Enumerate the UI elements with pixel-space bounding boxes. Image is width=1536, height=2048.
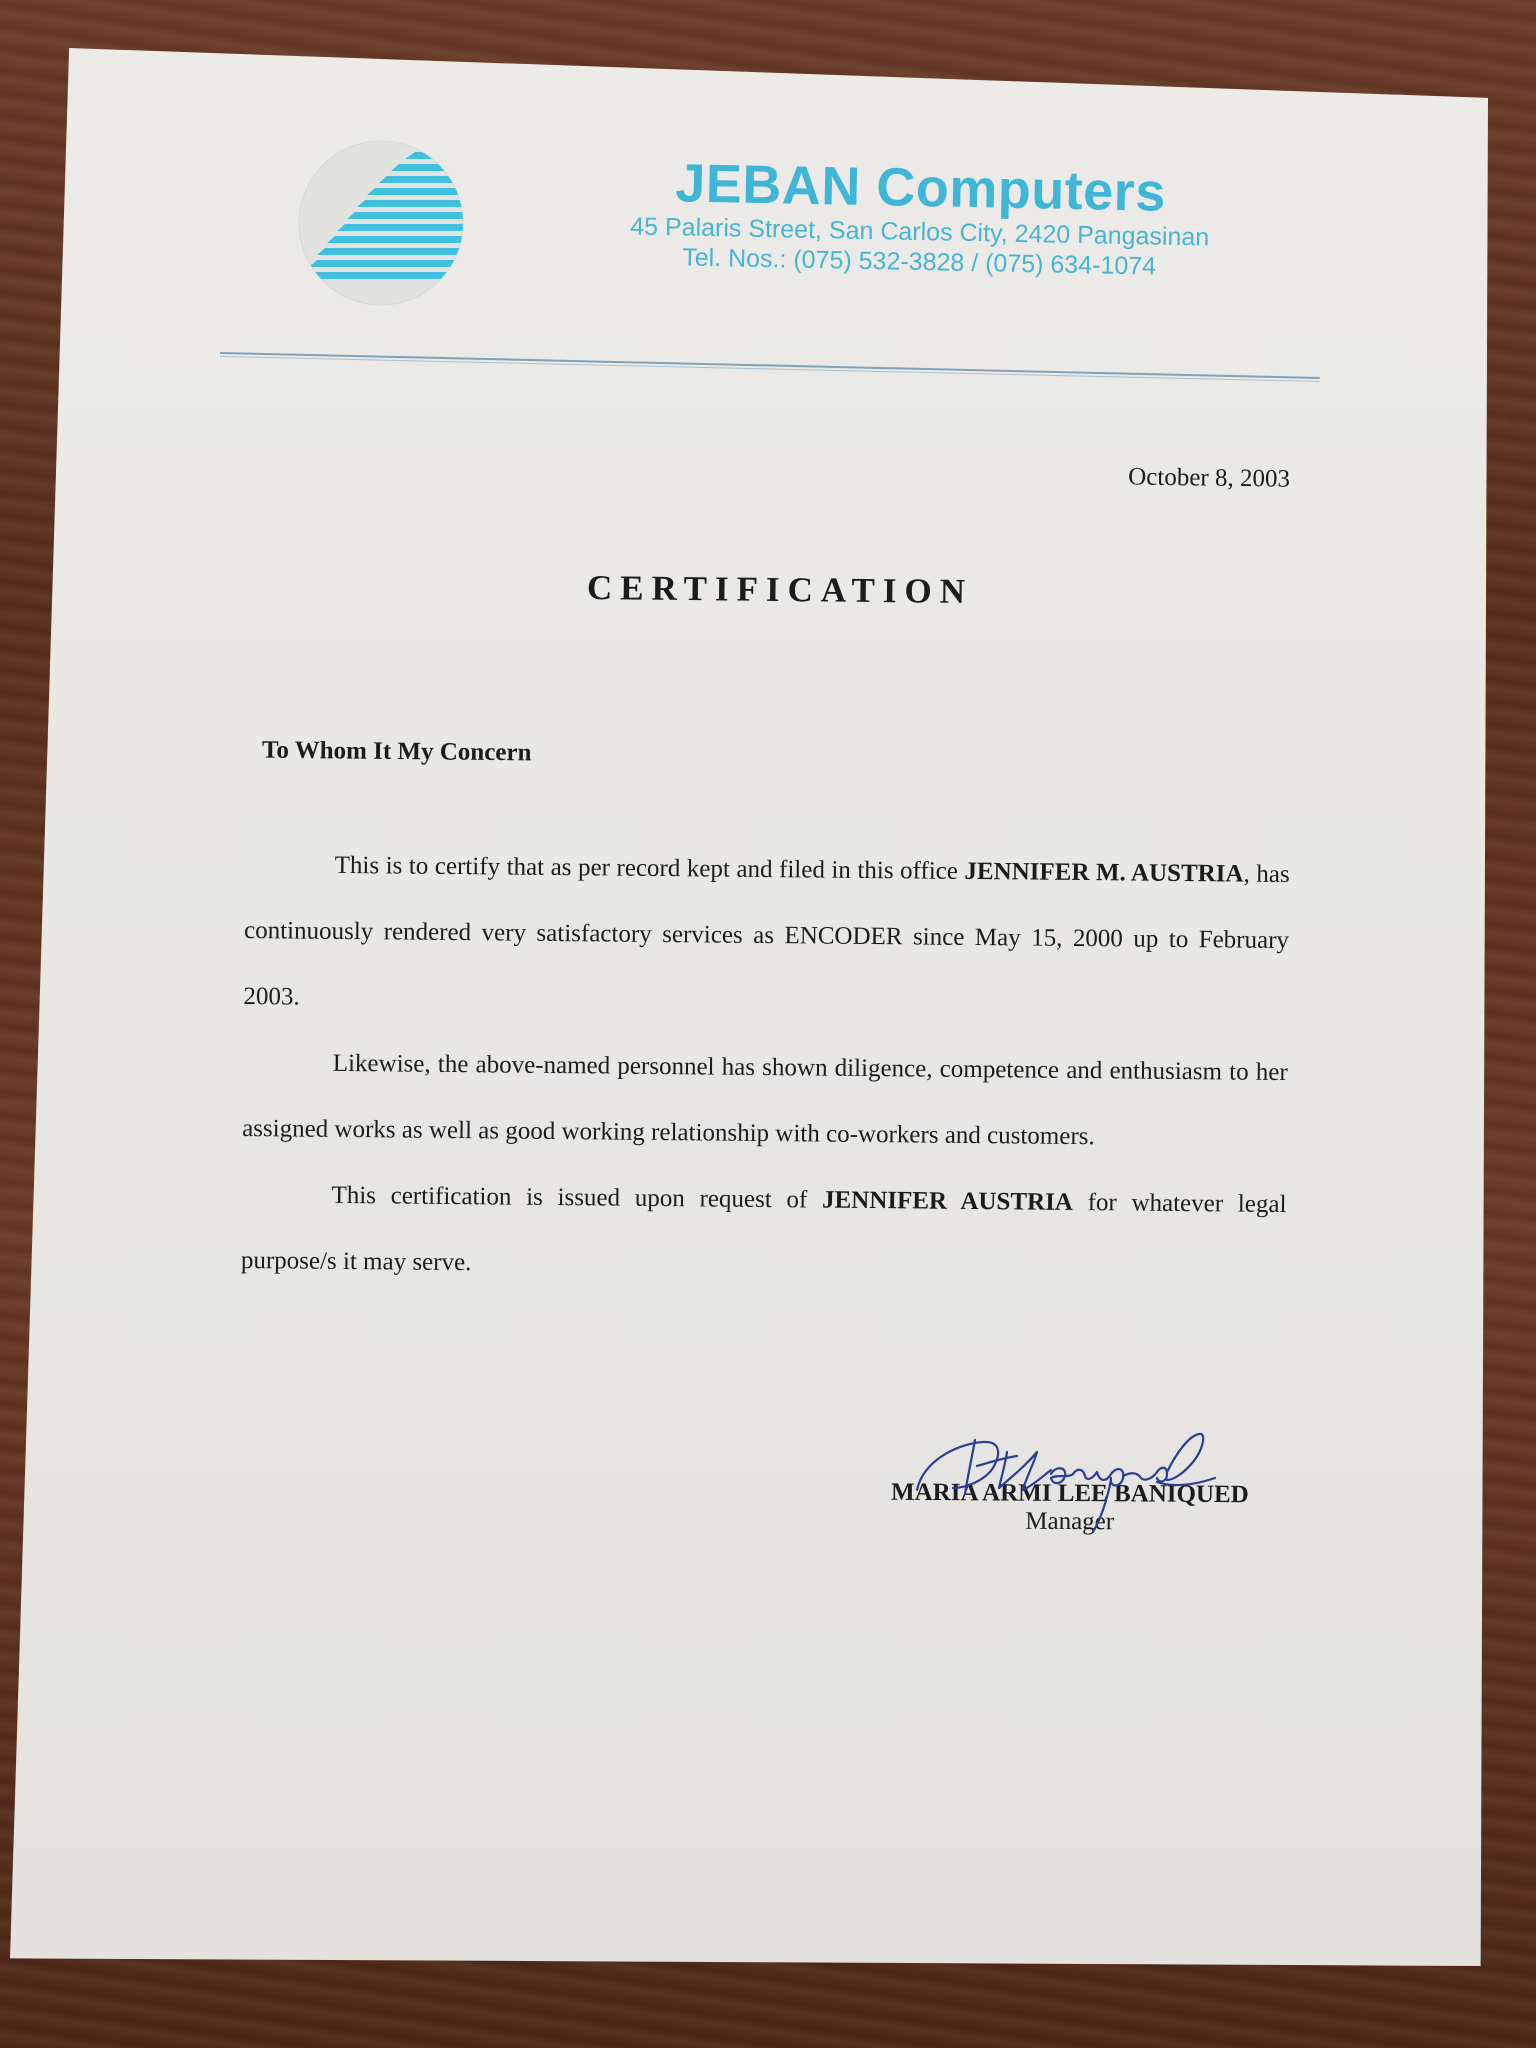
document-title: CERTIFICATION xyxy=(586,567,974,612)
paragraph-3: This certification is issued upon request of JENNIFER AUSTRIA for whatever legal purpose/s it may serve. xyxy=(240,1181,1287,1277)
letter-body xyxy=(241,832,1290,1304)
company-phones: Tel. Nos.: (075) 532-3828 / (075) 634-1074 xyxy=(681,243,1157,281)
company-name: JEBAN Computers xyxy=(674,153,1167,223)
paragraph-2: Likewise, the above-named personnel has shown diligence, competence and enthusiasm to her assigned works as well as good working relationship with co-workers and customers. xyxy=(242,1049,1288,1151)
requester-name: JENNIFER AUSTRIA xyxy=(821,1186,1074,1216)
letterhead xyxy=(559,153,1281,283)
employee-name: JENNIFER M. AUSTRIA xyxy=(964,857,1244,888)
salutation: To Whom It My Concern xyxy=(261,736,532,767)
paragraph-1: This is to certify that as per record kept and filed in this office JENNIFER M. AUSTRIA, has continuously rendered very satisfactory services as ENCODER since May 15, 2000 up to February 2003. xyxy=(243,851,1290,1011)
striped-globe-logo-icon xyxy=(295,140,467,306)
letter-date: October 8, 2003 xyxy=(1128,463,1291,493)
company-address: 45 Palaris Street, San Carlos City, 2420 Pangasinan xyxy=(630,212,1210,252)
handwritten-signature-icon xyxy=(905,1422,1235,1534)
signatory-title: Manager xyxy=(1025,1507,1115,1536)
signatory-name: MARIA ARMI LEE BANIQUED xyxy=(890,1478,1249,1509)
